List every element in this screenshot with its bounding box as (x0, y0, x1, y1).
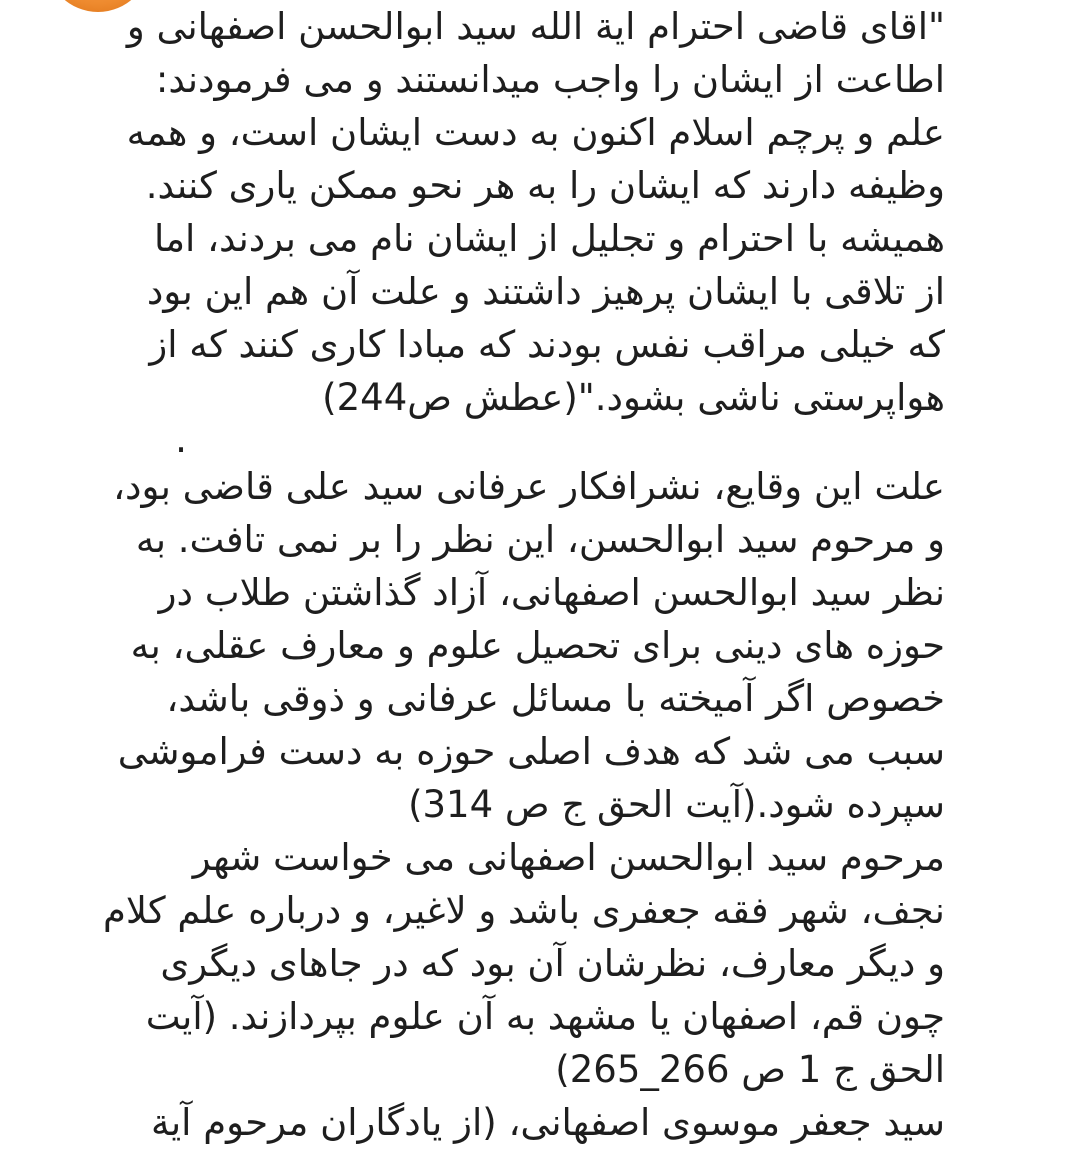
text-line: علم و پرچم اسلام اکنون به دست ایشان است، و همه (126, 111, 945, 154)
text-line: هواپرستی ناشی بشود."(عطش ص244) (322, 376, 945, 419)
quote-paragraph (30, 0, 945, 424)
najaf-paragraph (30, 831, 945, 1096)
document-text (30, 0, 945, 1149)
text-line: مرحوم سید ابوالحسن اصفهانی می خواست شهر (192, 836, 945, 879)
text-line: علت این وقایع، نشرافکار عرفانی سید علی قاضی بود، (113, 465, 945, 508)
text-line: الحق ج 1 ص 266_265) (555, 1048, 945, 1091)
text-line: "اقای قاضی احترام ایة الله سید ابوالحسن اصفهانی و (126, 5, 945, 48)
truncated-bottom-paragraph (30, 1096, 945, 1149)
text-line: وظیفه دارند که ایشان را به هر نحو ممکن یاری کنند. (145, 164, 945, 207)
text-line: چون قم، اصفهان یا مشهد به آن علوم بپردازند. (آیت (145, 995, 945, 1038)
text-line: حوزه های دینی برای تحصیل علوم و معارف عقلی، به (130, 624, 945, 667)
paragraph-gap (30, 424, 945, 460)
commentary-paragraph (30, 460, 945, 831)
text-line: از تلاقی با ایشان پرهیز داشتند و علت آن هم این بود (146, 270, 945, 313)
text-line: و مرحوم سید ابوالحسن، این نظر را بر نمی تافت. به (135, 518, 945, 561)
text-line: نظر سید ابوالحسن اصفهانی، آزاد گذاشتن طلاب در (158, 571, 945, 614)
text-line: که خیلی مراقب نفس بودند که مبادا کاری کنند که از (149, 323, 945, 366)
text-line: اطاعت از ایشان را واجب میدانستند و می فرمودند: (155, 58, 945, 101)
text-line: و دیگر معارف، نظرشان آن بود که در جاهای دیگری (160, 942, 945, 985)
text-line: سید جعفر موسوی اصفهانی، (از یادگاران مرحوم آیة (151, 1101, 945, 1144)
standalone-period: . (175, 417, 188, 461)
text-line: سبب می شد که هدف اصلی حوزه به دست فراموشی (117, 730, 945, 773)
text-line: همیشه با احترام و تجلیل از ایشان نام می بردند، اما (153, 217, 945, 260)
text-line: نجف، شهر فقه جعفری باشد و لاغیر، و درباره علم کلام (103, 889, 945, 932)
text-line: خصوص اگر آمیخته با مسائل عرفانی و ذوقی باشد، (166, 677, 945, 720)
text-line: سپرده شود.(آیت الحق ج ص 314) (408, 783, 945, 826)
